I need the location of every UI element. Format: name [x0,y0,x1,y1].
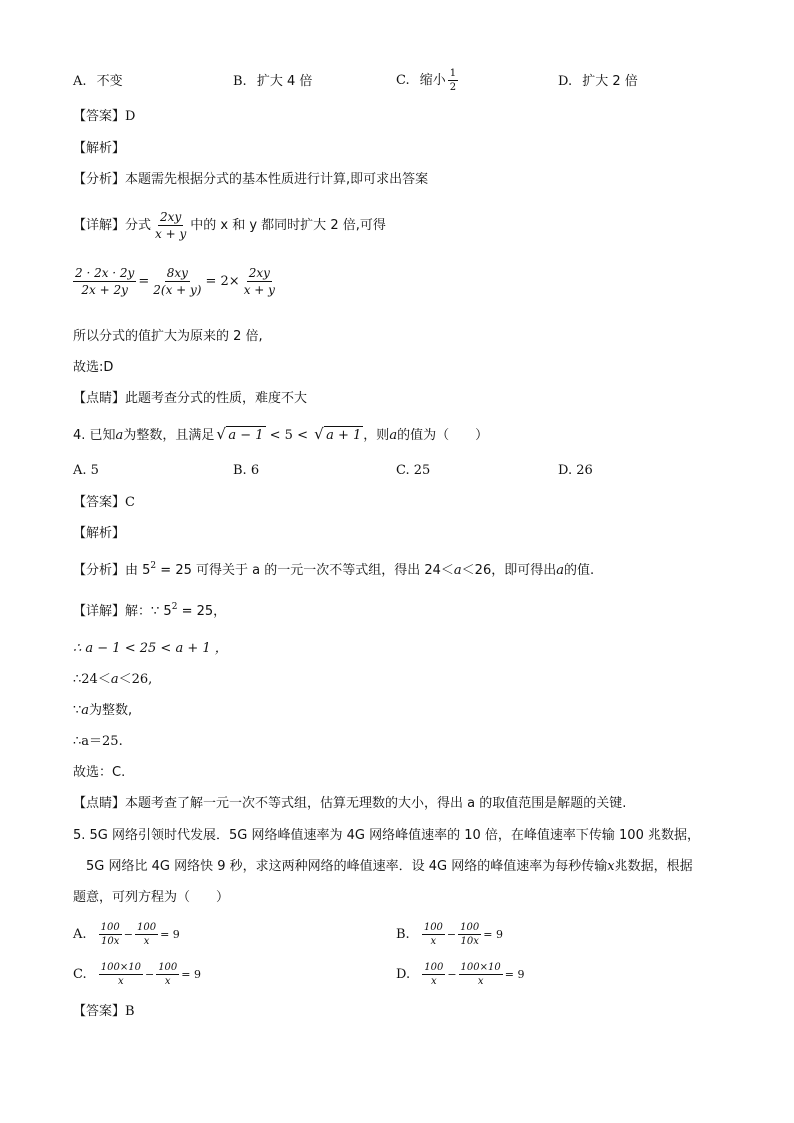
jiexi-tag: 【解析】 [73,141,126,156]
fraction-eq-3: $\frac{2xy}{x + y}$ [243,266,275,297]
xiangjie-tag: 【详解】 [73,218,126,233]
fenxi-text: 本题需先根据分式的基本性质进行计算,即可求出答案 [125,172,429,187]
answer-value: C [125,495,135,510]
rhs: = 9 [504,968,525,981]
q4-xiangjie-line: 【详解】解：∵ $5^2 = 25$， [73,602,227,619]
q4-step-4 [73,702,132,720]
var-x: x [607,859,615,874]
answer-tag: 【答案】 [73,495,126,510]
step-4b: 为整数, [89,703,133,718]
fenxi-c: ＜26，即可得出 [461,563,557,578]
step-4a: ∵ [73,703,82,718]
q5-stem-line-2 [86,858,693,876]
fraction-one-half: $\frac{1}{2}$ [449,68,457,93]
q4-option-d [558,462,593,480]
q3-option-d [558,73,638,91]
q5-stem2-post: 兆数据，根据 [614,859,693,874]
q5-option-a: A. $\frac{100}{10x}$ − $\frac{100}{x}$ = 9 [73,922,180,947]
option-letter: D. [558,463,573,478]
option-text: 不变 [96,74,123,89]
option-letter: C. [396,73,410,88]
q4-dianjing-line [73,795,626,813]
q4-answer-line [73,494,135,512]
fraction-1: $\frac{100}{x}$ [423,922,443,947]
sqrt-a-plus-1: √ a + 1 [314,425,362,443]
q4-stem-pre: 4. 已知 [73,428,116,443]
q3-equation: $\frac{2 \cdot 2x \cdot 2y}{2x + 2y}$ = $\frac{8xy}{2(x + y)}$ = 2× $\frac{2xy}{x + y}$ [75,266,275,297]
q4-step-2 [73,640,228,658]
q3-answer-line [73,108,135,126]
q3-option-c [396,68,460,93]
q4-option-c [396,462,430,480]
fenxi-tag: 【分析】 [73,563,126,578]
fraction-1: $\frac{100}{10x}$ [100,922,120,947]
var-a: a [453,563,462,578]
option-text: 26 [576,463,593,478]
answer-value: B [125,1004,135,1019]
answer-value: D [125,109,136,124]
q4-option-b [233,462,259,480]
var-a: a [115,428,124,443]
option-letter: A. [73,74,87,89]
option-letter: C. [73,967,87,982]
var-a: a [81,703,90,718]
xiangjie-tag: 【详解】 [73,604,126,619]
q5-option-c: C. $\frac{100\times 10}{x}$ − $\frac{100}{x}$ = 9 [73,962,201,987]
var-a: a [389,428,398,443]
option-letter: D. [396,967,411,982]
q4-stem-mid: 为整数，且满足 [123,428,215,443]
option-text: 缩小 [419,73,446,88]
q4-stem-post2: 的值为（ ） [397,428,489,443]
option-text: 扩大 4 倍 [256,74,313,89]
sqrt-a-minus-1: √ a − 1 [216,425,264,443]
q4-step-5 [73,733,123,751]
q3-xiangjie-line [73,207,386,245]
option-text: 6 [250,463,260,478]
rhs: = 9 [160,928,180,941]
xj1a: 解：∵ 5 [125,604,172,619]
step-2-text: ∴ a − 1 < 25 < a + 1 ， [73,641,228,656]
var-a: a [556,563,564,578]
dianjing-text: 此题考查分式的性质，难度不大 [125,391,308,406]
var-a: a [110,672,119,687]
q3-choose-line: 故选:D [73,360,114,375]
q5-answer-line [73,1003,135,1021]
q4-option-a [73,462,99,480]
answer-tag: 【答案】 [73,1004,126,1019]
rhs: = 9 [483,928,503,941]
xiangjie-pre: 分式 [125,218,152,233]
step-5-text: ∴a＝25. [73,734,123,749]
option-letter: B. [233,74,247,89]
q3-option-a [73,73,123,91]
fraction-eq-2: $\frac{8xy}{2(x + y)}$ [153,266,202,297]
fraction-1: $\frac{100}{x}$ [424,962,444,987]
fraction-2: $\frac{100}{x}$ [158,962,178,987]
option-text: 扩大 2 倍 [582,74,638,89]
q3-jiexi-tag [73,140,125,158]
q4-choose-line: 故选：C. [73,765,126,780]
option-letter: D. [558,74,573,89]
eq-mid: = 2× [205,274,240,289]
rhs: = 9 [181,968,201,981]
q4-stem-post: ，则 [363,428,390,443]
step-3b: ＜26, [118,672,153,687]
xiangjie-post: 中的 x 和 y 都同时扩大 2 倍,可得 [190,218,386,233]
jiexi-tag: 【解析】 [73,526,126,541]
q5-stem-line-3: 题意，可列方程为（ ） [73,890,230,905]
option-letter: A. [73,463,87,478]
option-letter: C. [396,463,410,478]
option-text: 25 [413,463,431,478]
q4-fenxi-line: 【分析】由 $5^2 = 25$ 可得关于 a 的一元一次不等式组，得出 24＜a＜26，即可得出a的值. [73,561,595,578]
fraction-1: $\frac{100\times 10}{x}$ [100,962,141,987]
step-3a: ∴24＜ [73,672,111,687]
q5-option-d: D. $\frac{100}{x}$ − $\frac{100\times 10}{x}$ = 9 [396,962,525,987]
option-letter: A. [73,927,87,942]
q5-stem2: 5G 网络比 4G 网络快 9 秒，求这两种网络的峰值速率．设 4G 网络的峰值速率为每秒传输 [86,859,608,874]
xj1b: = 25， [177,604,227,619]
q3-result-line: 所以分式的值扩大为原来的 2 倍, [73,329,263,344]
fenxi-d: 的值. [563,563,595,578]
q3-option-b [233,73,312,91]
fenxi-b: = 25 可得关于 a 的一元一次不等式组，得出 24＜ [156,563,454,578]
fraction-2xy-over-x-plus-y: $\frac{2xy}{x + y}$ [155,210,187,241]
option-letter: B. [396,927,410,942]
q5-option-b: B. $\frac{100}{x}$ − $\frac{100}{10x}$ = 9 [396,922,503,947]
dianjing-text: 本题考查了解一元一次不等式组，估算无理数的大小，得出 a 的取值范围是解题的关键. [125,796,627,811]
fraction-2: $\frac{100}{x}$ [136,922,157,947]
q4-stem [73,426,488,445]
dianjing-tag: 【点睛】 [73,391,126,406]
answer-tag: 【答案】 [73,109,126,124]
fraction-eq-1: $\frac{2 \cdot 2x \cdot 2y}{2x + 2y}$ [75,266,135,297]
fraction-2: $\frac{100}{10x}$ [460,922,480,947]
fenxi-a: 由 5 [125,563,151,578]
q4-ineq-mid: < 5 < [265,428,313,443]
q4-jiexi-tag [73,525,125,543]
q3-dianjing-line [73,390,307,408]
q3-fenxi-line [73,171,428,189]
fenxi-tag: 【分析】 [73,172,126,187]
option-letter: B. [233,463,247,478]
q4-step-3 [73,671,152,689]
q5-stem-line-1: 5. 5G 网络引领时代发展．5G 网络峰值速率为 4G 网络峰值速率的 10 倍，在峰值速率下传输 100 兆数据， [73,828,700,843]
option-text: 5 [90,463,99,478]
fraction-2: $\frac{100\times 10}{x}$ [460,962,501,987]
dianjing-tag: 【点睛】 [73,796,126,811]
